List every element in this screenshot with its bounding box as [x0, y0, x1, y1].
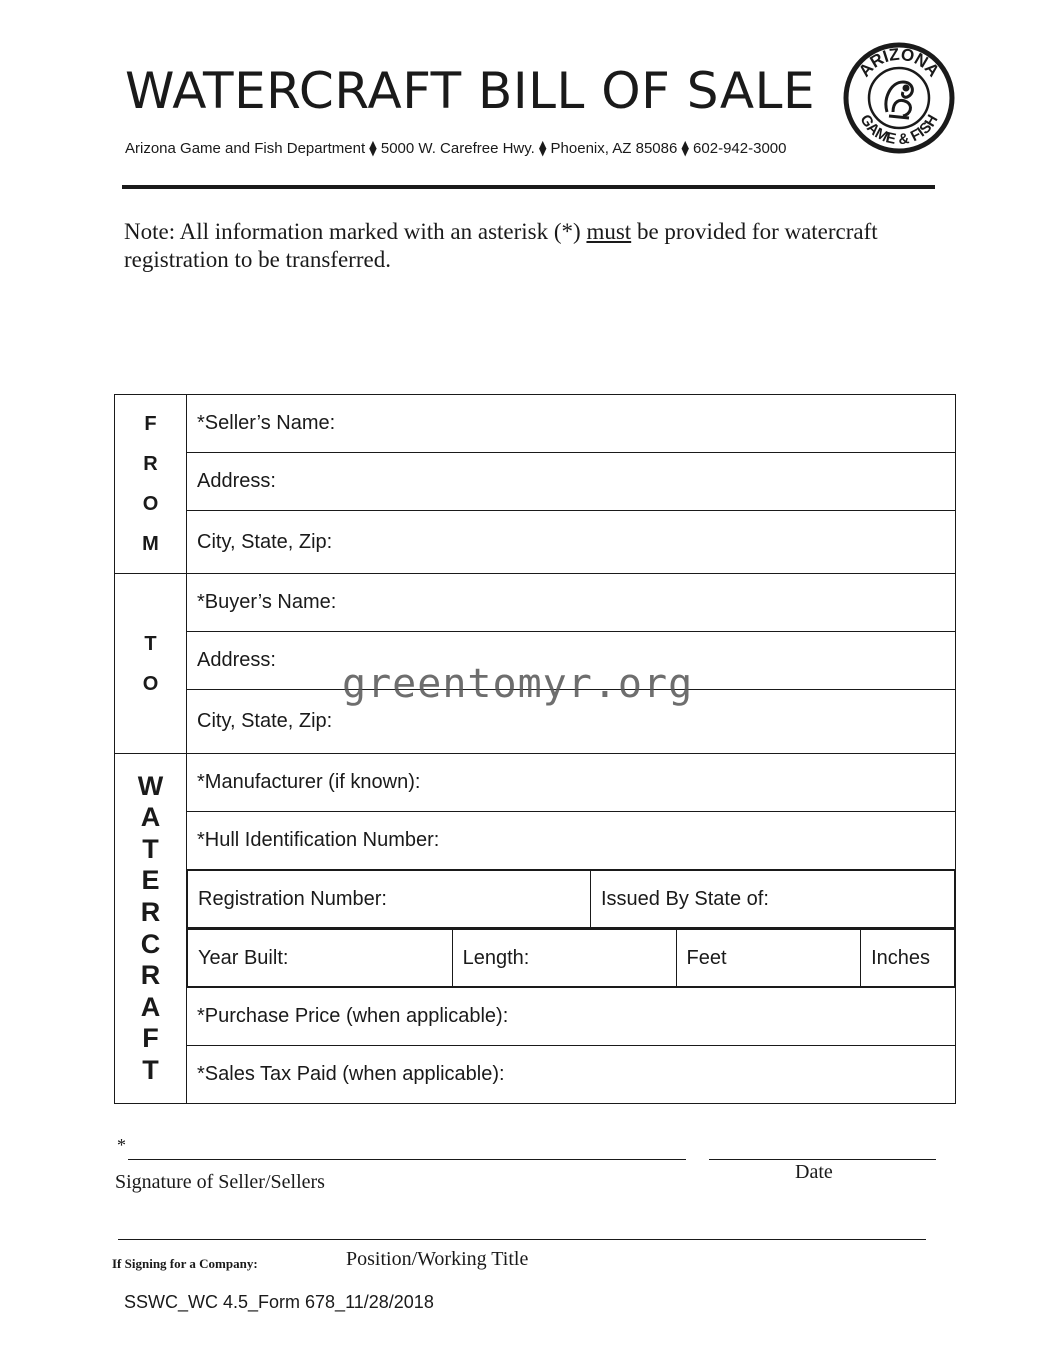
department-address: Arizona Game and Fish Department ⧫ 5000 W. Carefree Hwy. ⧫ Phoenix, AZ 85086 ⧫ 602-942-3000: [125, 140, 787, 157]
form-id: SSWC_WC 4.5_Form 678_11/28/2018: [124, 1292, 434, 1312]
watercraft-letter: T: [142, 1054, 159, 1085]
seller-name-field[interactable]: *Seller’s Name:: [187, 395, 956, 453]
watercraft-letter: A: [140, 991, 161, 1022]
seller-signature-line[interactable]: [128, 1159, 686, 1160]
purchase-price-field[interactable]: *Purchase Price (when applicable):: [187, 988, 956, 1046]
seller-signature-label: Signature of Seller/Sellers: [115, 1171, 325, 1193]
length-field[interactable]: Length:: [452, 930, 676, 987]
header-divider: [122, 185, 935, 189]
date-line[interactable]: [709, 1159, 936, 1160]
watercraft-letter: W: [137, 770, 164, 801]
from-letter: F: [144, 413, 157, 435]
form-title: WATERCRAFT BILL OF SALE: [125, 62, 816, 120]
seller-address-field[interactable]: Address:: [187, 453, 956, 511]
watermark: greentomyr.org: [342, 661, 694, 707]
size-row: [187, 929, 956, 988]
watercraft-letter: A: [140, 802, 161, 833]
company-signature-line[interactable]: [118, 1239, 926, 1240]
from-letter: M: [142, 533, 159, 555]
from-section-label: [115, 395, 187, 574]
seller-city-field[interactable]: City, State, Zip:: [187, 511, 956, 574]
watercraft-letter: T: [142, 833, 159, 864]
note-before: Note: All information marked with an asterisk (*): [124, 219, 587, 244]
watercraft-letter: R: [140, 896, 161, 927]
watercraft-letter: R: [140, 960, 161, 991]
sales-tax-field[interactable]: *Sales Tax Paid (when applicable):: [187, 1046, 956, 1104]
from-letter: O: [142, 493, 159, 515]
logo-top-text: ARIZONA: [854, 44, 944, 81]
note-after: be provided for watercraft registration to be transferred.: [124, 219, 878, 272]
watercraft-section-label: [115, 754, 187, 1104]
logo-bottom-text: GAME & FISH: [856, 111, 942, 149]
to-section-label: [115, 574, 187, 754]
position-title-label: Position/Working Title: [346, 1248, 529, 1270]
to-letter: T: [144, 632, 157, 655]
from-letter: R: [143, 453, 158, 475]
buyer-city-field[interactable]: City, State, Zip:: [187, 690, 956, 754]
note-text: [124, 218, 944, 274]
watercraft-letter: F: [142, 1023, 159, 1054]
watercraft-letter: E: [141, 865, 160, 896]
hull-id-field[interactable]: *Hull Identification Number:: [187, 812, 956, 870]
feet-label: Feet: [676, 930, 861, 987]
to-letter: O: [142, 672, 159, 695]
registration-row: [187, 870, 956, 929]
issued-by-state-field[interactable]: Issued By State of:: [591, 871, 955, 928]
company-label: If Signing for a Company:: [112, 1256, 258, 1271]
buyer-name-field[interactable]: *Buyer’s Name:: [187, 574, 956, 632]
arizona-game-fish-logo: [843, 42, 955, 154]
signature-asterisk: *: [117, 1135, 126, 1155]
watercraft-letter: C: [140, 928, 161, 959]
registration-number-field[interactable]: Registration Number:: [188, 871, 591, 928]
buyer-address-field[interactable]: Address:: [187, 632, 956, 690]
inches-label: Inches: [861, 930, 955, 987]
date-label: Date: [795, 1161, 833, 1183]
manufacturer-field[interactable]: *Manufacturer (if known):: [187, 754, 956, 812]
note-emphasis: must: [586, 219, 632, 244]
bill-of-sale-table: [114, 394, 956, 1104]
year-built-field[interactable]: Year Built:: [188, 930, 453, 987]
